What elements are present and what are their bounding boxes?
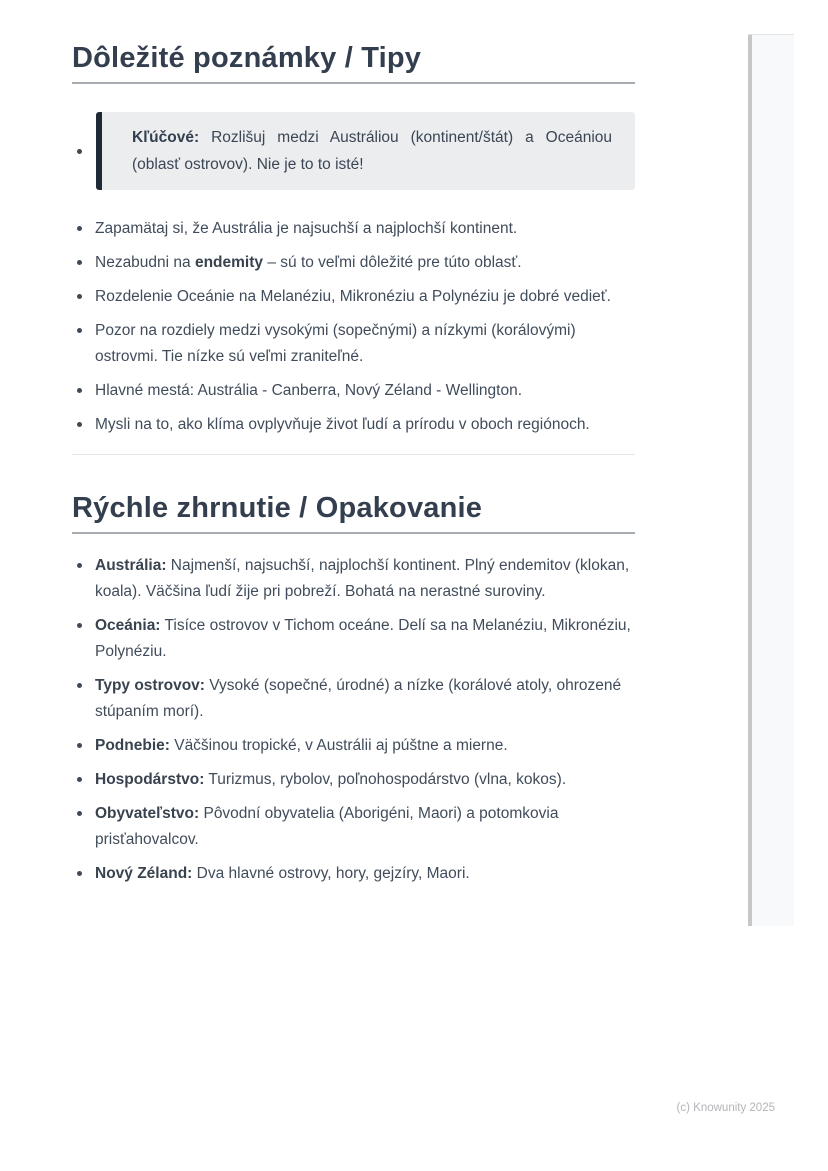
summary-list: [72, 553, 635, 887]
item-text: Zapamätaj si, že Austrália je najsuchší a najplochší kontinent.: [95, 220, 518, 237]
list-item: [72, 412, 635, 438]
next-page-edge: [748, 34, 794, 926]
tips-list: [72, 216, 635, 438]
copyright-footer: (c) Knowunity 2025: [676, 1102, 775, 1114]
list-item: [72, 284, 635, 310]
item-text: Rozdelenie Oceánie na Melanéziu, Mikronéziu a Polynéziu je dobré vedieť.: [95, 288, 611, 305]
item-text: Pozor na rozdiely medzi vysokými (sopečnými) a nízkymi (korálovými) ostrovmi. Tie nízke sú veľmi zraniteľné.: [95, 322, 576, 365]
item-text-post: Vysoké (sopečné, úrodné) a nízke (korálové atoly, ohrozené stúpaním morí).: [95, 677, 622, 720]
item-bold: endemity: [194, 254, 264, 271]
bullet-marker: [72, 149, 96, 154]
list-item: [72, 250, 635, 276]
list-item: [72, 861, 635, 887]
item-text: Hlavné mestá: Austrália - Canberra, Nový Zéland - Wellington.: [95, 382, 523, 399]
item-text: Nezabudni na: [95, 254, 195, 271]
title-underline: [72, 532, 635, 534]
item-text-post: Najmenší, najsuchší, najplochší kontinent. Plný endemitov (klokan, koala). Väčšina ľudí žije pri pobreží. Bohatá na nerastné suroviny.: [95, 557, 630, 600]
item-bold: Austrália:: [95, 557, 167, 574]
item-text-post: Turizmus, rybolov, poľnohospodárstvo (vlna, kokos).: [204, 771, 567, 788]
item-bold: Hospodárstvo:: [95, 771, 205, 788]
bullet-dot-icon: [77, 149, 82, 154]
document-content: [72, 0, 635, 895]
section-title-summary: Rýchle zhrnutie / Opakovanie: [72, 492, 483, 524]
callout-list-item: [72, 112, 635, 190]
list-item: [72, 318, 635, 370]
item-text: Mysli na to, ako klíma ovplyvňuje život ľudí a prírodu v oboch regiónoch.: [95, 416, 590, 433]
list-item: [72, 673, 635, 725]
item-bold: Podnebie:: [95, 737, 170, 754]
item-text-post: Dva hlavné ostrovy, hory, gejzíry, Maori.: [192, 865, 470, 882]
list-item: [72, 378, 635, 404]
list-item: [72, 553, 635, 605]
item-bold: Nový Zéland:: [95, 865, 193, 882]
item-bold: Obyvateľstvo:: [95, 805, 200, 822]
item-text-post: Tisíce ostrovov v Tichom oceáne. Delí sa na Melanéziu, Mikronéziu, Polynéziu.: [95, 617, 631, 660]
list-item: [72, 733, 635, 759]
callout-lead: Kľúčové:: [132, 129, 200, 146]
list-item: [72, 613, 635, 665]
item-text-post: – sú to veľmi dôležité pre túto oblasť.: [263, 254, 522, 271]
item-bold: Typy ostrovov:: [95, 677, 205, 694]
list-item: [72, 767, 635, 793]
section-title-important-notes: Dôležité poznámky / Tipy: [72, 42, 422, 74]
list-item: [72, 801, 635, 853]
item-text-post: Pôvodní obyvatelia (Aborigéni, Maori) a potomkovia prisťahovalcov.: [95, 805, 559, 848]
callout-text: Rozlišuj medzi Austráliou (kontinent/štát) a Oceániou (oblasť ostrovov). Nie je to to isté!: [132, 129, 612, 173]
item-text-post: Väčšinou tropické, v Austrálii aj púštne a mierne.: [169, 737, 508, 754]
item-bold: Oceánia:: [95, 617, 161, 634]
list-item: [72, 216, 635, 242]
title-underline: [72, 82, 635, 84]
key-note-callout: [96, 112, 635, 190]
